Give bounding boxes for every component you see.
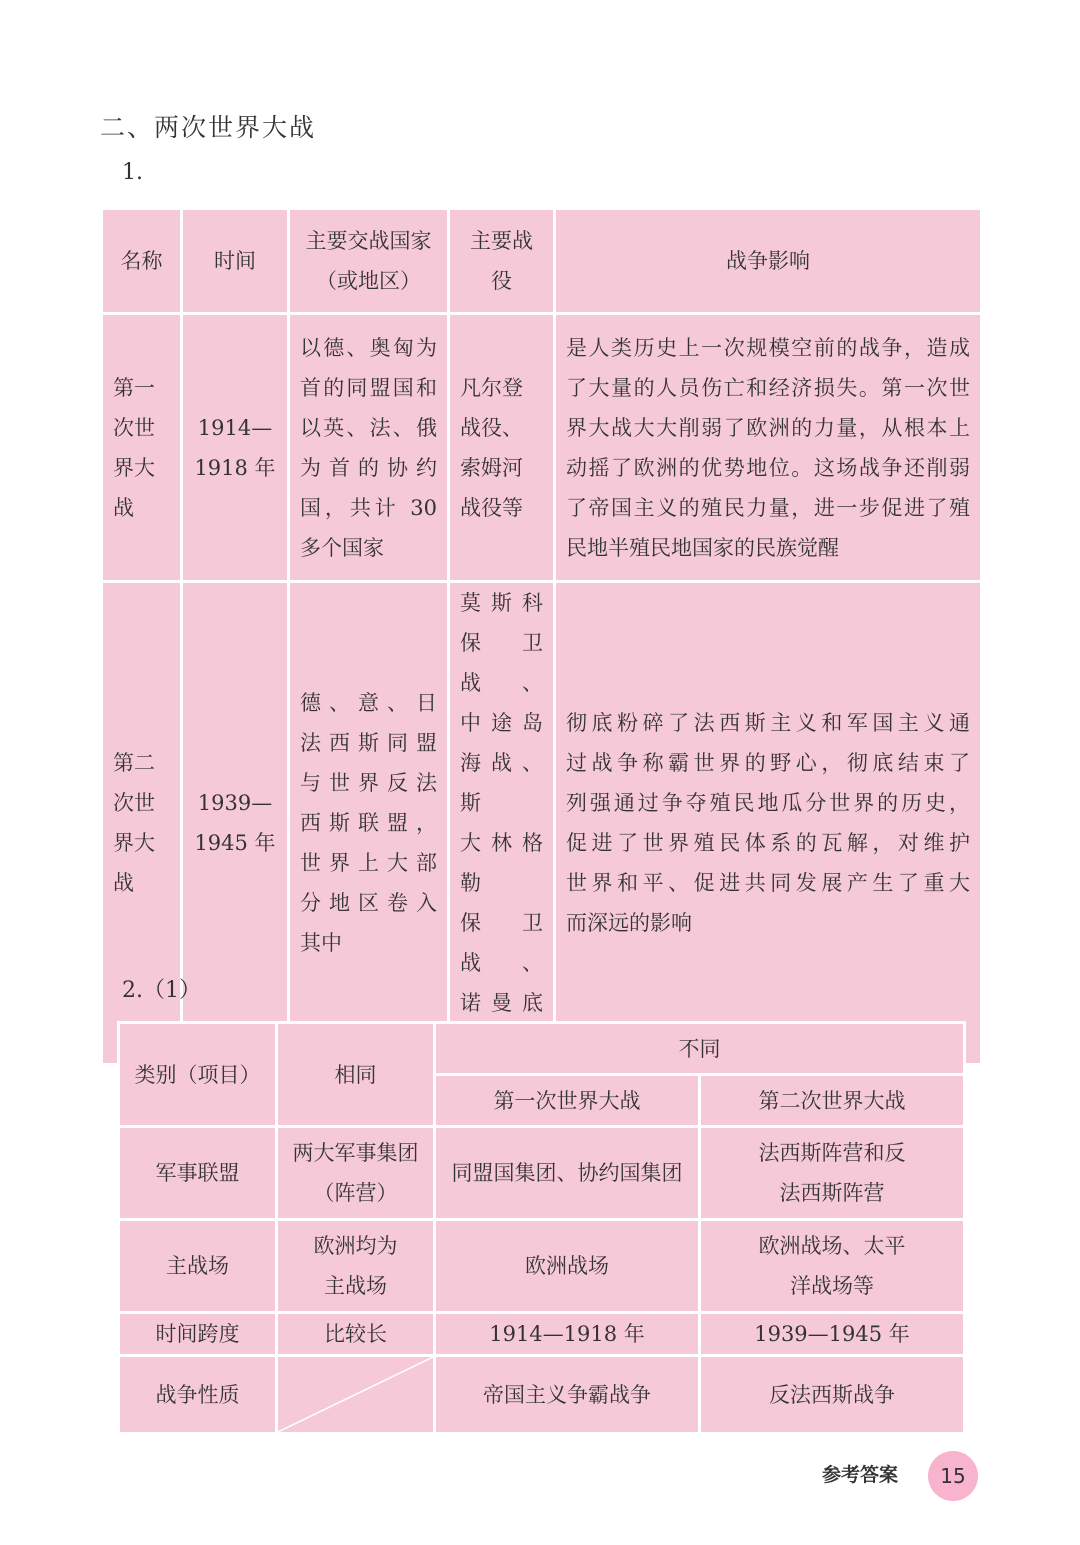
- row1-impact-line: 是人类历史上一次规模空前的战争，造成: [566, 335, 970, 360]
- header-countries-line1: 主要交战国家: [305, 229, 432, 253]
- table-row: [119, 1356, 965, 1434]
- row2-countries-line: 德、意、日: [300, 691, 437, 715]
- row2-battles-line: 中途岛: [460, 711, 543, 735]
- row-category: 时间跨度: [119, 1313, 277, 1356]
- row-same-line: 主战场: [324, 1274, 387, 1298]
- table-row: [119, 1220, 965, 1313]
- row2-impact-line: 促进了世界殖民体系的瓦解，对维护: [566, 831, 970, 855]
- row1-countries: [289, 314, 449, 582]
- row-ww1: 1914—1918 年: [435, 1313, 700, 1356]
- page-number-badge: 15: [928, 1451, 978, 1501]
- table-row: [102, 314, 982, 582]
- row1-name-line: 界大: [113, 455, 155, 480]
- row1-battles-line: 凡尔登: [460, 375, 523, 400]
- header-countries-line2: （或地区）: [316, 269, 421, 293]
- row-ww2: 反法西斯战争: [700, 1356, 965, 1434]
- header-different: 不同: [435, 1023, 965, 1075]
- row1-name-line: 第一: [113, 375, 155, 400]
- row2-name-line: 界大: [113, 831, 155, 855]
- row1-impact-line: 动摇了欧洲的优势地位。这场战争还削弱: [566, 455, 970, 480]
- row2-battles-line: 保卫战、: [460, 631, 543, 695]
- row-category: 军事联盟: [119, 1127, 277, 1220]
- empty-diagonal-cell: [277, 1356, 435, 1434]
- row-same-line: 欧洲均为: [313, 1234, 398, 1258]
- row2-countries-line: 世界上大部: [300, 851, 437, 875]
- row-ww1: 欧洲战场: [435, 1220, 700, 1313]
- row1-time-line: 1918 年: [194, 455, 276, 480]
- row1-battles-line: 战役、: [460, 415, 523, 440]
- row2-countries-line: 西斯联盟，: [300, 811, 437, 835]
- footer-label: 参考答案: [822, 1464, 899, 1486]
- row1-impact-line: 民地半殖民地国家的民族觉醒: [566, 535, 839, 560]
- row-same-line: （阵营）: [313, 1181, 398, 1205]
- header-name: 名称: [102, 209, 182, 314]
- header-category: 类别（项目）: [119, 1023, 277, 1127]
- row2-countries: [289, 582, 449, 1065]
- row-category: 战争性质: [119, 1356, 277, 1434]
- row1-impact-line: 了大量的人员伤亡和经济损失。第一次世: [566, 375, 970, 400]
- row2-impact-line: 而深远的影响: [566, 911, 692, 935]
- row2-impact-line: 过战争称霸世界的野心，彻底结束了: [566, 751, 970, 775]
- row1-name: [102, 314, 182, 582]
- header-ww1: 第一次世界大战: [435, 1075, 700, 1127]
- row2-time-line: 1939—: [197, 791, 273, 815]
- row2-impact: [555, 582, 982, 1065]
- header-ww2: 第二次世界大战: [700, 1075, 965, 1127]
- row1-name-line: 战: [113, 495, 134, 520]
- world-wars-table: [100, 207, 983, 1066]
- row2-countries-line: 其中: [300, 931, 342, 955]
- row1-battles-line: 战役等: [460, 495, 523, 520]
- row-ww2-line: 洋战场等: [790, 1274, 874, 1298]
- row-same: [277, 1220, 435, 1313]
- row1-countries-line: 首的同盟国和: [300, 375, 437, 400]
- row2-time-line: 1945 年: [194, 831, 276, 855]
- header-battles: 主要战役: [449, 209, 555, 314]
- row1-time: [182, 314, 289, 582]
- row-ww2: [700, 1220, 965, 1313]
- table-row: [102, 582, 982, 1065]
- row2-name-line: 次世: [113, 791, 155, 815]
- row1-countries-line: 以德、奥匈为: [300, 335, 437, 360]
- row-ww2: [700, 1127, 965, 1220]
- row2-countries-line: 分地区卷入: [300, 891, 437, 915]
- row2-name-line: 战: [113, 871, 134, 895]
- header-impact: 战争影响: [555, 209, 982, 314]
- row1-impact-line: 了帝国主义的殖民力量，进一步促进了殖: [566, 495, 970, 520]
- header-time: 时间: [182, 209, 289, 314]
- row1-impact: [555, 314, 982, 582]
- row-category: 主战场: [119, 1220, 277, 1313]
- row2-impact-line: 列强通过争夺殖民地瓜分世界的历史，: [566, 791, 970, 815]
- diagonal-line: [278, 1357, 433, 1432]
- row1-countries-line: 以英、法、俄: [300, 415, 437, 440]
- row2-battles-line: 诺曼底: [460, 991, 543, 1015]
- row2-impact-line: 世界和平、促进共同发展产生了重大: [566, 871, 970, 895]
- row-ww1: 同盟国集团、协约国集团: [435, 1127, 700, 1220]
- row1-name-line: 次世: [113, 415, 155, 440]
- row-same-line: 两大军事集团: [292, 1141, 419, 1165]
- table-row: [119, 1313, 965, 1356]
- row1-countries-line: 为首的协约: [300, 455, 437, 480]
- row2-name-line: 第二: [113, 751, 155, 775]
- row1-impact-line: 界大战大大削弱了欧洲的力量，从根本上: [566, 415, 970, 440]
- row1-battles-line: 索姆河: [460, 455, 523, 480]
- row1-countries-line: 多个国家: [300, 535, 384, 560]
- question-1-label: 1.: [122, 160, 143, 185]
- row2-impact-line: 彻底粉碎了法西斯主义和军国主义通: [566, 711, 970, 735]
- row2-countries-line: 法西斯同盟: [300, 731, 437, 755]
- row-ww2-line: 法西斯阵营和反: [758, 1141, 906, 1165]
- table-row: [119, 1127, 965, 1220]
- row2-battles-line: 海战、斯: [460, 751, 543, 815]
- row2-battles-line: 大林格勒: [460, 831, 543, 895]
- row2-battles: [449, 582, 555, 1065]
- header-countries: [289, 209, 449, 314]
- section-title: 二、两次世界大战: [100, 113, 317, 142]
- header-same: 相同: [277, 1023, 435, 1127]
- row-same: 比较长: [277, 1313, 435, 1356]
- row1-battles: [449, 314, 555, 582]
- row2-battles-line: 莫斯科: [460, 591, 543, 615]
- row-ww2: 1939—1945 年: [700, 1313, 965, 1356]
- row2-countries-line: 与世界反法: [300, 771, 437, 795]
- row1-time-line: 1914—: [197, 415, 273, 440]
- row-ww1: 帝国主义争霸战争: [435, 1356, 700, 1434]
- row-same: [277, 1127, 435, 1220]
- question-2-label: 2.（1）: [122, 978, 201, 1003]
- row2-battles-line: 保卫战、: [460, 911, 543, 975]
- row-ww2-line: 欧洲战场、太平: [758, 1234, 906, 1258]
- comparison-table: [117, 1021, 966, 1435]
- row-ww2-line: 法西斯阵营: [779, 1181, 885, 1205]
- row1-countries-line: 国，共计 30: [300, 495, 437, 520]
